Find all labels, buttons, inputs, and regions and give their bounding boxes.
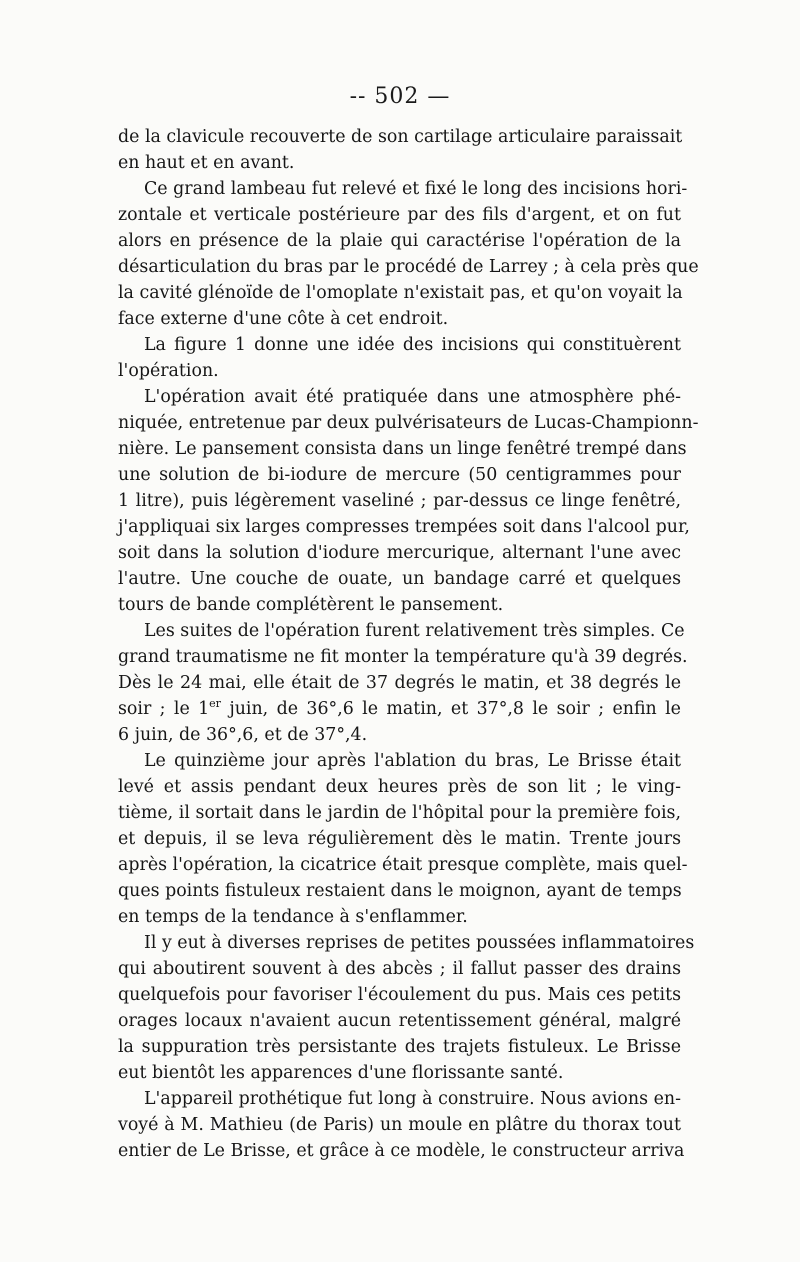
text-line: L'opération avait été pratiquée dans une atmosphère phé- bbox=[144, 387, 681, 407]
text-line: la cavité glénoïde de l'omoplate n'existait pas, et qu'on voyait la bbox=[118, 283, 683, 303]
text-line: soit dans la solution d'iodure mercurique, alternant l'une avec bbox=[118, 543, 681, 563]
text-line: 6 juin, de 36°,6, et de 37°,4. bbox=[118, 725, 368, 745]
text-line: j'appliquai six larges compresses trempées soit dans l'alcool pur, bbox=[118, 517, 690, 537]
text-line: orages locaux n'avaient aucun retentissement général, malgré bbox=[118, 1011, 681, 1031]
text-line: zontale et verticale postérieure par des fils d'argent, et on fut bbox=[118, 205, 681, 225]
text-line: La figure 1 donne une idée des incisions qui constituèrent bbox=[144, 335, 681, 355]
text-line: l'opération. bbox=[118, 361, 219, 381]
line-segment: soir ; le 1 bbox=[118, 699, 210, 719]
text-line: Il y eut à diverses reprises de petites poussées inflammatoires bbox=[144, 933, 695, 953]
body-text bbox=[118, 124, 699, 1164]
text-line: Ce grand lambeau fut relevé et fixé le long des incisions hori- bbox=[144, 179, 688, 199]
text-line: L'appareil prothétique fut long à construire. Nous avions en- bbox=[144, 1089, 681, 1109]
text-line: levé et assis pendant deux heures près de son lit ; le ving- bbox=[118, 777, 681, 797]
text-line: Les suites de l'opération furent relativement très simples. Ce bbox=[144, 621, 685, 641]
text-line bbox=[118, 696, 681, 722]
text-line: de la clavicule recouverte de son cartilage articulaire paraissait bbox=[118, 127, 683, 147]
text-line: Le quinzième jour après l'ablation du bras, Le Brisse était bbox=[144, 751, 681, 771]
text-line: l'autre. Une couche de ouate, un bandage carré et quelques bbox=[118, 569, 681, 589]
text-line: ques points fistuleux restaient dans le moignon, ayant de temps bbox=[118, 881, 682, 901]
page-number: -- 502 — bbox=[349, 84, 451, 109]
text-line: en temps de la tendance à s'enflammer. bbox=[118, 907, 468, 927]
line-segment: juin, de 36°,6 le matin, et 37°,8 le soir ; enfin le bbox=[220, 699, 681, 719]
text-line: la suppuration très persistante des trajets fistuleux. Le Brisse bbox=[118, 1037, 681, 1057]
text-line: 1 litre), puis légèrement vaseliné ; par-dessus ce linge fenêtré, bbox=[118, 491, 681, 511]
text-line: en haut et en avant. bbox=[118, 153, 295, 173]
text-line: voyé à M. Mathieu (de Paris) un moule en plâtre du thorax tout bbox=[118, 1115, 681, 1135]
text-line: alors en présence de la plaie qui caractérise l'opération de la bbox=[118, 231, 681, 251]
text-line: désarticulation du bras par le procédé de Larrey ; à cela près que bbox=[118, 257, 699, 277]
text-line: tième, il sortait dans le jardin de l'hôpital pour la première fois, bbox=[118, 803, 681, 823]
text-line: et depuis, il se leva régulièrement dès le matin. Trente jours bbox=[118, 829, 681, 849]
text-line: niquée, entretenue par deux pulvérisateurs de Lucas-Championn- bbox=[118, 413, 699, 433]
text-line: eut bientôt les apparences d'une florissante santé. bbox=[118, 1063, 564, 1083]
text-line: après l'opération, la cicatrice était presque complète, mais quel- bbox=[118, 855, 688, 875]
superscript: er bbox=[209, 697, 221, 710]
text-line: une solution de bi-iodure de mercure (50 centigrammes pour bbox=[118, 465, 681, 485]
text-line: tours de bande complétèrent le pansement. bbox=[118, 595, 504, 615]
text-line: entier de Le Brisse, et grâce à ce modèle, le constructeur arriva bbox=[118, 1141, 685, 1161]
text-line: face externe d'une côte à cet endroit. bbox=[118, 309, 449, 329]
text-line: qui aboutirent souvent à des abcès ; il fallut passer des drains bbox=[118, 959, 681, 979]
text-line: Dès le 24 mai, elle était de 37 degrés le matin, et 38 degrés le bbox=[118, 673, 681, 693]
text-line: nière. Le pansement consista dans un linge fenêtré trempé dans bbox=[118, 439, 687, 459]
text-line: quelquefois pour favoriser l'écoulement du pus. Mais ces petits bbox=[118, 985, 681, 1005]
text-line: grand traumatisme ne fit monter la température qu'à 39 degrés. bbox=[118, 647, 688, 667]
